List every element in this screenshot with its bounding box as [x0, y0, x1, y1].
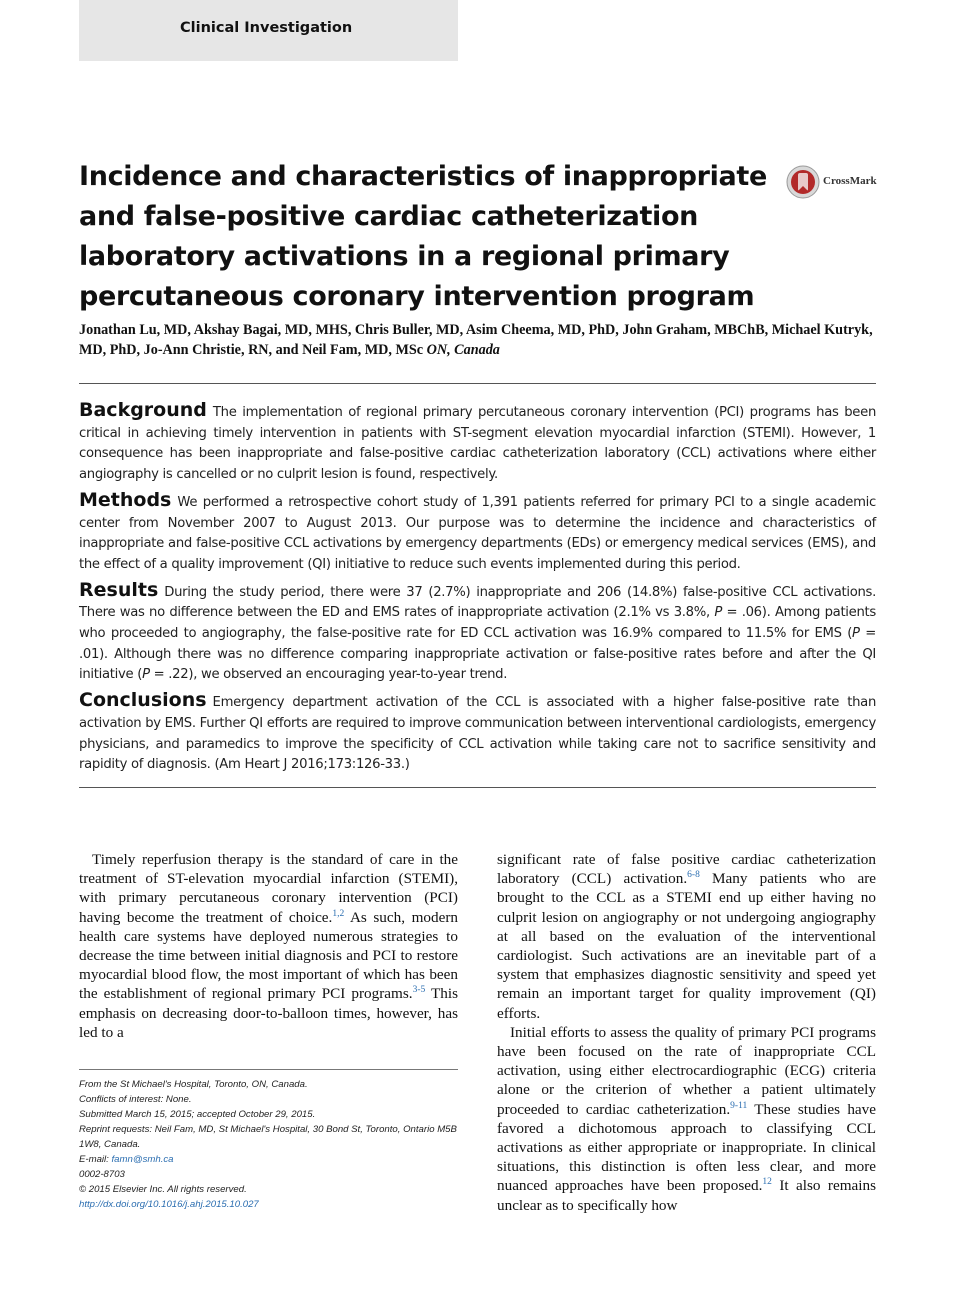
abstract: [79, 400, 876, 780]
crossmark-label: CrossMark: [823, 175, 877, 187]
abstract-results-text: = .06). Among patients who proceeded to angiography, the false-positive rate for ED CCL activation was 16.9% compared to 11.5% for EMS (: [79, 605, 876, 642]
body-column-left: [79, 850, 458, 1042]
abstract-results-text: = .22), we observed an encouraging year-to-year trend.: [149, 667, 508, 683]
body-text: As such, modern health care systems have deployed numerous strategies to decrease the time between initial diagnosis and PCI to restore myocardial blood flow, the most important of which has been the establishment of regional primary PCI programs.: [79, 908, 458, 1003]
p-value-symbol: P: [714, 605, 723, 621]
citation-link[interactable]: 9-11: [730, 1100, 748, 1111]
author-location: ON, Canada: [426, 342, 500, 358]
body-paragraph: [79, 850, 458, 1042]
crossmark-logo-icon: [786, 165, 820, 199]
abstract-conclusions: [79, 690, 876, 776]
body-column-right: [497, 850, 876, 1215]
footnote-conflicts: Conflicts of interest: None.: [79, 1094, 192, 1105]
email-label: E-mail:: [79, 1154, 112, 1165]
abstract-bottom-rule: [79, 787, 876, 788]
body-text: It also remains unclear as to specifically how: [497, 1177, 876, 1214]
abstract-results-text: = .01). Although there was no difference comparing inappropriate activation or false-positive rates before and after the QI initiative (: [79, 626, 876, 683]
footnotes: [79, 1077, 464, 1212]
abstract-heading-conclusions: Conclusions: [79, 689, 207, 712]
abstract-results-text: During the study period, there were 37 (2.7%) inappropriate and 206 (14.8%) false-positive CCL activations. There was no difference between the ED and EMS rates of inappropriate activation (2.1% vs 3.8%,: [79, 584, 876, 621]
footnote-submitted: Submitted March 15, 2015; accepted October 29, 2015.: [79, 1109, 316, 1120]
doi-link[interactable]: http://dx.doi.org/10.1016/j.ahj.2015.10.027: [79, 1199, 259, 1210]
abstract-background-text: The implementation of regional primary percutaneous coronary intervention (PCI) programs has been critical in achieving timely intervention in patients with ST-segment elevation myocardial infarction (STEMI). However, 1 consequence has been inappropriate and false-positive cardiac catheterization laboratory (CCL) activations where either angiography is cancelled or no culprit lesion is found, respectively.: [79, 405, 876, 483]
footnote-issn: 0002-8703: [79, 1169, 125, 1180]
abstract-heading-results: Results: [79, 578, 159, 601]
p-value-symbol: P: [852, 626, 860, 642]
abstract-methods: [79, 490, 876, 576]
body-text: Many patients who are brought to the CCL as a STEMI end up either having no culprit lesion on angiography or not undergoing angiography at all based on the evaluation of the interventional cardiologist. Such activations are an inevitable part of a system that emphasizes diagnostic sensitivity and speed yet remain an important target for quality improvement (QI) efforts.: [497, 870, 876, 1022]
email-link[interactable]: famn@smh.ca: [111, 1154, 174, 1165]
citation-link[interactable]: 3-5: [412, 985, 426, 996]
author-list: [79, 320, 879, 360]
abstract-heading-methods: Methods: [79, 488, 172, 511]
crossmark-badge[interactable]: [786, 165, 896, 199]
footnote-reprint: Reprint requests: Neil Fam, MD, St Michael's Hospital, 30 Bond St, Toronto, Ontario M5B 1W8, Canada.: [79, 1124, 457, 1150]
article-title: Incidence and characteristics of inappropriate and false-positive cardiac catheterization laboratory activations in a regional primary percutaneous coronary intervention program: [79, 161, 767, 312]
body-text: significant rate of false positive cardiac catheterization laboratory (CCL) activation.: [497, 851, 876, 888]
abstract-methods-text: We performed a retrospective cohort study of 1,391 patients referred for primary PCI to a single academic center from November 2007 to August 2013. Our purpose was to determine the incidence and characteristics of inappropriate and false-positive CCL activations by emergency departments (EDs) or emergency medical services (EMS), and the effect of a quality improvement (QI) initiative to reduce such events implemented during this period.: [79, 494, 876, 572]
citation-link[interactable]: 6-8: [687, 870, 700, 881]
body-text: These studies have favored a dichotomous approach to classifying CCL activations as either appropriate or inappropriate. In clinical situations, this distinction is often less clear, and more nuanced approaches have been proposed.: [497, 1100, 876, 1195]
body-paragraph: [497, 850, 876, 1023]
footnote-rule: [79, 1069, 458, 1070]
citation-link[interactable]: 12: [762, 1177, 772, 1188]
abstract-background: [79, 400, 876, 486]
section-label: Clinical Investigation: [180, 20, 353, 36]
abstract-top-rule: [79, 383, 876, 384]
abstract-conclusions-text: Emergency department activation of the CCL is associated with a higher false-positive rate than activation by EMS. Further QI efforts are required to improve communication between interventional cardiologists, emergency physicians, and paramedics to improve the specificity of CCL activation while taking care not to sacrifice sensitivity and rapidity of diagnosis. (Am Heart J 2016;173:126-33.): [79, 695, 876, 773]
abstract-heading-background: Background: [79, 399, 207, 421]
footnote-copyright: © 2015 Elsevier Inc. All rights reserved.: [79, 1184, 247, 1195]
section-header: [79, 0, 458, 61]
citation-link[interactable]: 1,2: [332, 908, 345, 919]
body-text: Initial efforts to assess the quality of primary PCI programs have been focused on the rate of inappropriate CCL activation, using either electrocardiographic (ECG) criteria alone or the criterion of whether a patient ultimately proceeded to cardiac catheterization.: [497, 1023, 876, 1118]
body-text: Timely reperfusion therapy is the standard of care in the treatment of ST-elevation myocardial infarction (STEMI), with primary percutaneous coronary intervention (PCI) having become the treatment of choice.: [79, 851, 458, 926]
footnote-affiliation: From the St Michael's Hospital, Toronto, ON, Canada.: [79, 1079, 308, 1090]
author-names: Jonathan Lu, MD, Akshay Bagai, MD, MHS, Chris Buller, MD, Asim Cheema, MD, PhD, John Graham, MBChB, Michael Kutryk, MD, PhD, Jo-Ann Christie, RN, and Neil Fam, MD, MSc: [79, 322, 873, 358]
footnote-email: [79, 1152, 464, 1167]
abstract-results: [79, 580, 876, 687]
body-paragraph: [497, 1023, 876, 1215]
body-text: This emphasis on decreasing door-to-balloon times, however, has led to a: [79, 985, 458, 1041]
p-value-symbol: P: [142, 667, 150, 683]
